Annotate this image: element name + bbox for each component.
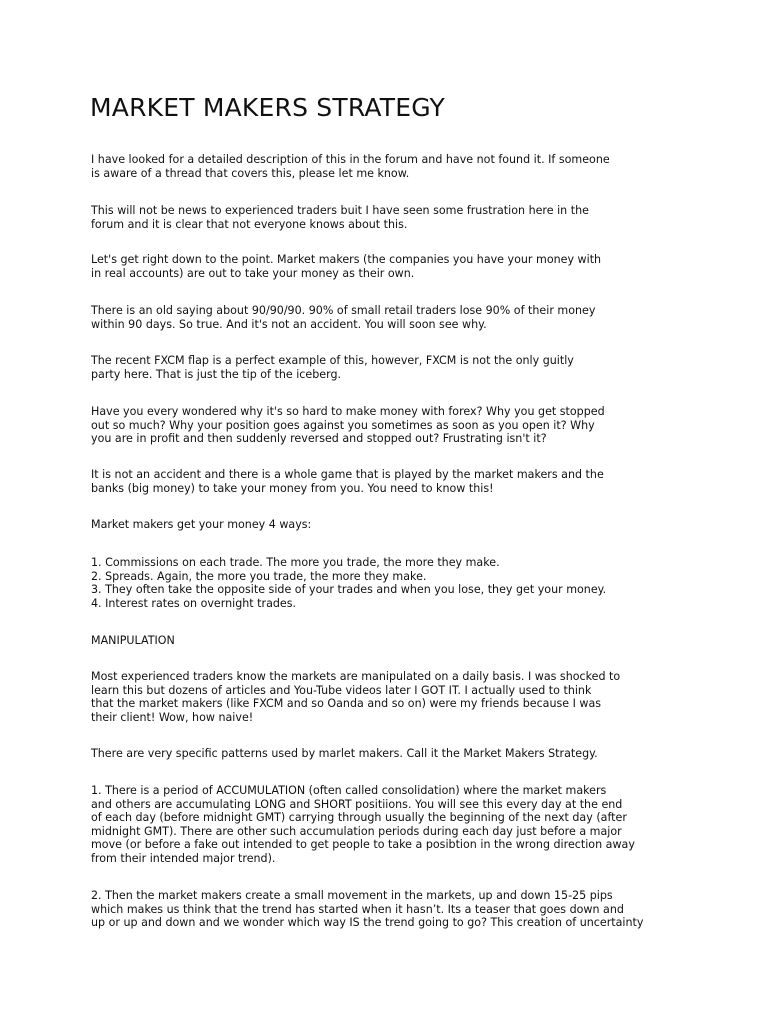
document-title: MARKET MAKERS STRATEGY (90, 93, 446, 122)
paragraph-line: 1. Commissions on each trade. The more you trade, the more they make. (91, 556, 500, 569)
paragraph-line: party here. That is just the tip of the iceberg. (91, 367, 342, 381)
paragraph (91, 354, 574, 381)
paragraph (91, 670, 620, 724)
paragraph-line: Have you every wondered why it's so hard to make money with forex? Why you get stopped (91, 405, 605, 418)
paragraph (91, 747, 598, 761)
paragraph-line: This will not be news to experienced traders buit I have seen some frustration here in the (91, 204, 589, 217)
paragraph-line: midnight GMT). There are other such accumulation periods during each day just before a major (91, 824, 622, 838)
paragraph (91, 204, 589, 231)
paragraph-line: out so much? Why your position goes against you sometimes as soon as you open it? Why (91, 418, 595, 432)
paragraph-line: their client! Wow, how naive! (91, 710, 254, 724)
paragraph-line: banks (big money) to take your money from you. You need to know this! (91, 481, 494, 495)
paragraph (91, 405, 605, 446)
paragraph-line: Let's get right down to the point. Market makers (the companies you have your money with (91, 253, 602, 266)
paragraph-line: The recent FXCM flap is a perfect example of this, however, FXCM is not the only guitly (91, 354, 574, 367)
paragraph-line: 2. Spreads. Again, the more you trade, the more they make. (91, 569, 427, 583)
paragraph-line: of each day (before midnight GMT) carrying through usually the beginning of the next day (after (91, 811, 627, 825)
paragraph (91, 518, 311, 532)
paragraph-line: Market makers get your money 4 ways: (91, 518, 312, 531)
paragraph-line: in real accounts) are out to take your money as their own. (91, 266, 415, 280)
paragraph-line: move (or before a fake out intended to get people to take a posibtion in the wrong direction away (91, 838, 635, 852)
paragraph (91, 468, 604, 495)
paragraph-line: 3. They often take the opposite side of your trades and when you lose, they get your money. (91, 583, 607, 597)
paragraph-line: you are in profit and then suddenly reversed and stopped out? Frustrating isn't it? (91, 432, 547, 446)
paragraph-line: MANIPULATION (91, 634, 175, 647)
paragraph-line: 2. Then the market makers create a small movement in the markets, up and down 15-25 pips (91, 889, 613, 902)
paragraph-line: Most experienced traders know the markets are manipulated on a daily basis. I was shocked to (91, 670, 621, 683)
paragraph (91, 556, 606, 610)
paragraph-line: learn this but dozens of articles and You-Tube videos later I GOT IT. I actually used to think (91, 683, 592, 697)
paragraph-line: up or up and down and we wonder which way IS the trend going to go? This creation of uncertainty (91, 916, 644, 930)
paragraph-line: within 90 days. So true. And it's not an accident. You will soon see why. (91, 317, 487, 331)
paragraph-line: and others are accumulating LONG and SHORT positiions. You will see this every day at the end (91, 797, 623, 811)
paragraph (91, 304, 595, 331)
paragraph (91, 889, 643, 930)
paragraph-line: There is an old saying about 90/90/90. 90% of small retail traders lose 90% of their money (91, 304, 596, 317)
paragraph-line: There are very specific patterns used by marlet makers. Call it the Market Makers Strategy. (91, 747, 598, 760)
paragraph-line: 1. There is a period of ACCUMULATION (often called consolidation) where the market makers (91, 784, 607, 797)
paragraph (91, 253, 601, 280)
paragraph (91, 153, 610, 180)
paragraph-line: that the market makers (like FXCM and so Oanda and so on) were my friends because I was (91, 697, 602, 711)
paragraph-line: 4. Interest rates on overnight trades. (91, 596, 297, 610)
paragraph-line: from their intended major trend). (91, 851, 276, 865)
paragraph-line: is aware of a thread that covers this, please let me know. (91, 166, 410, 180)
paragraph-line: I have looked for a detailed description of this in the forum and have not found it. If someone (91, 153, 610, 166)
paragraph-line: It is not an accident and there is a whole game that is played by the market makers and the (91, 468, 604, 481)
paragraph-line: forum and it is clear that not everyone knows about this. (91, 217, 408, 231)
paragraph-line: which makes us think that the trend has started when it hasn’t. Its a teaser that goes down and (91, 902, 624, 916)
paragraph (91, 634, 175, 648)
paragraph (91, 784, 635, 866)
